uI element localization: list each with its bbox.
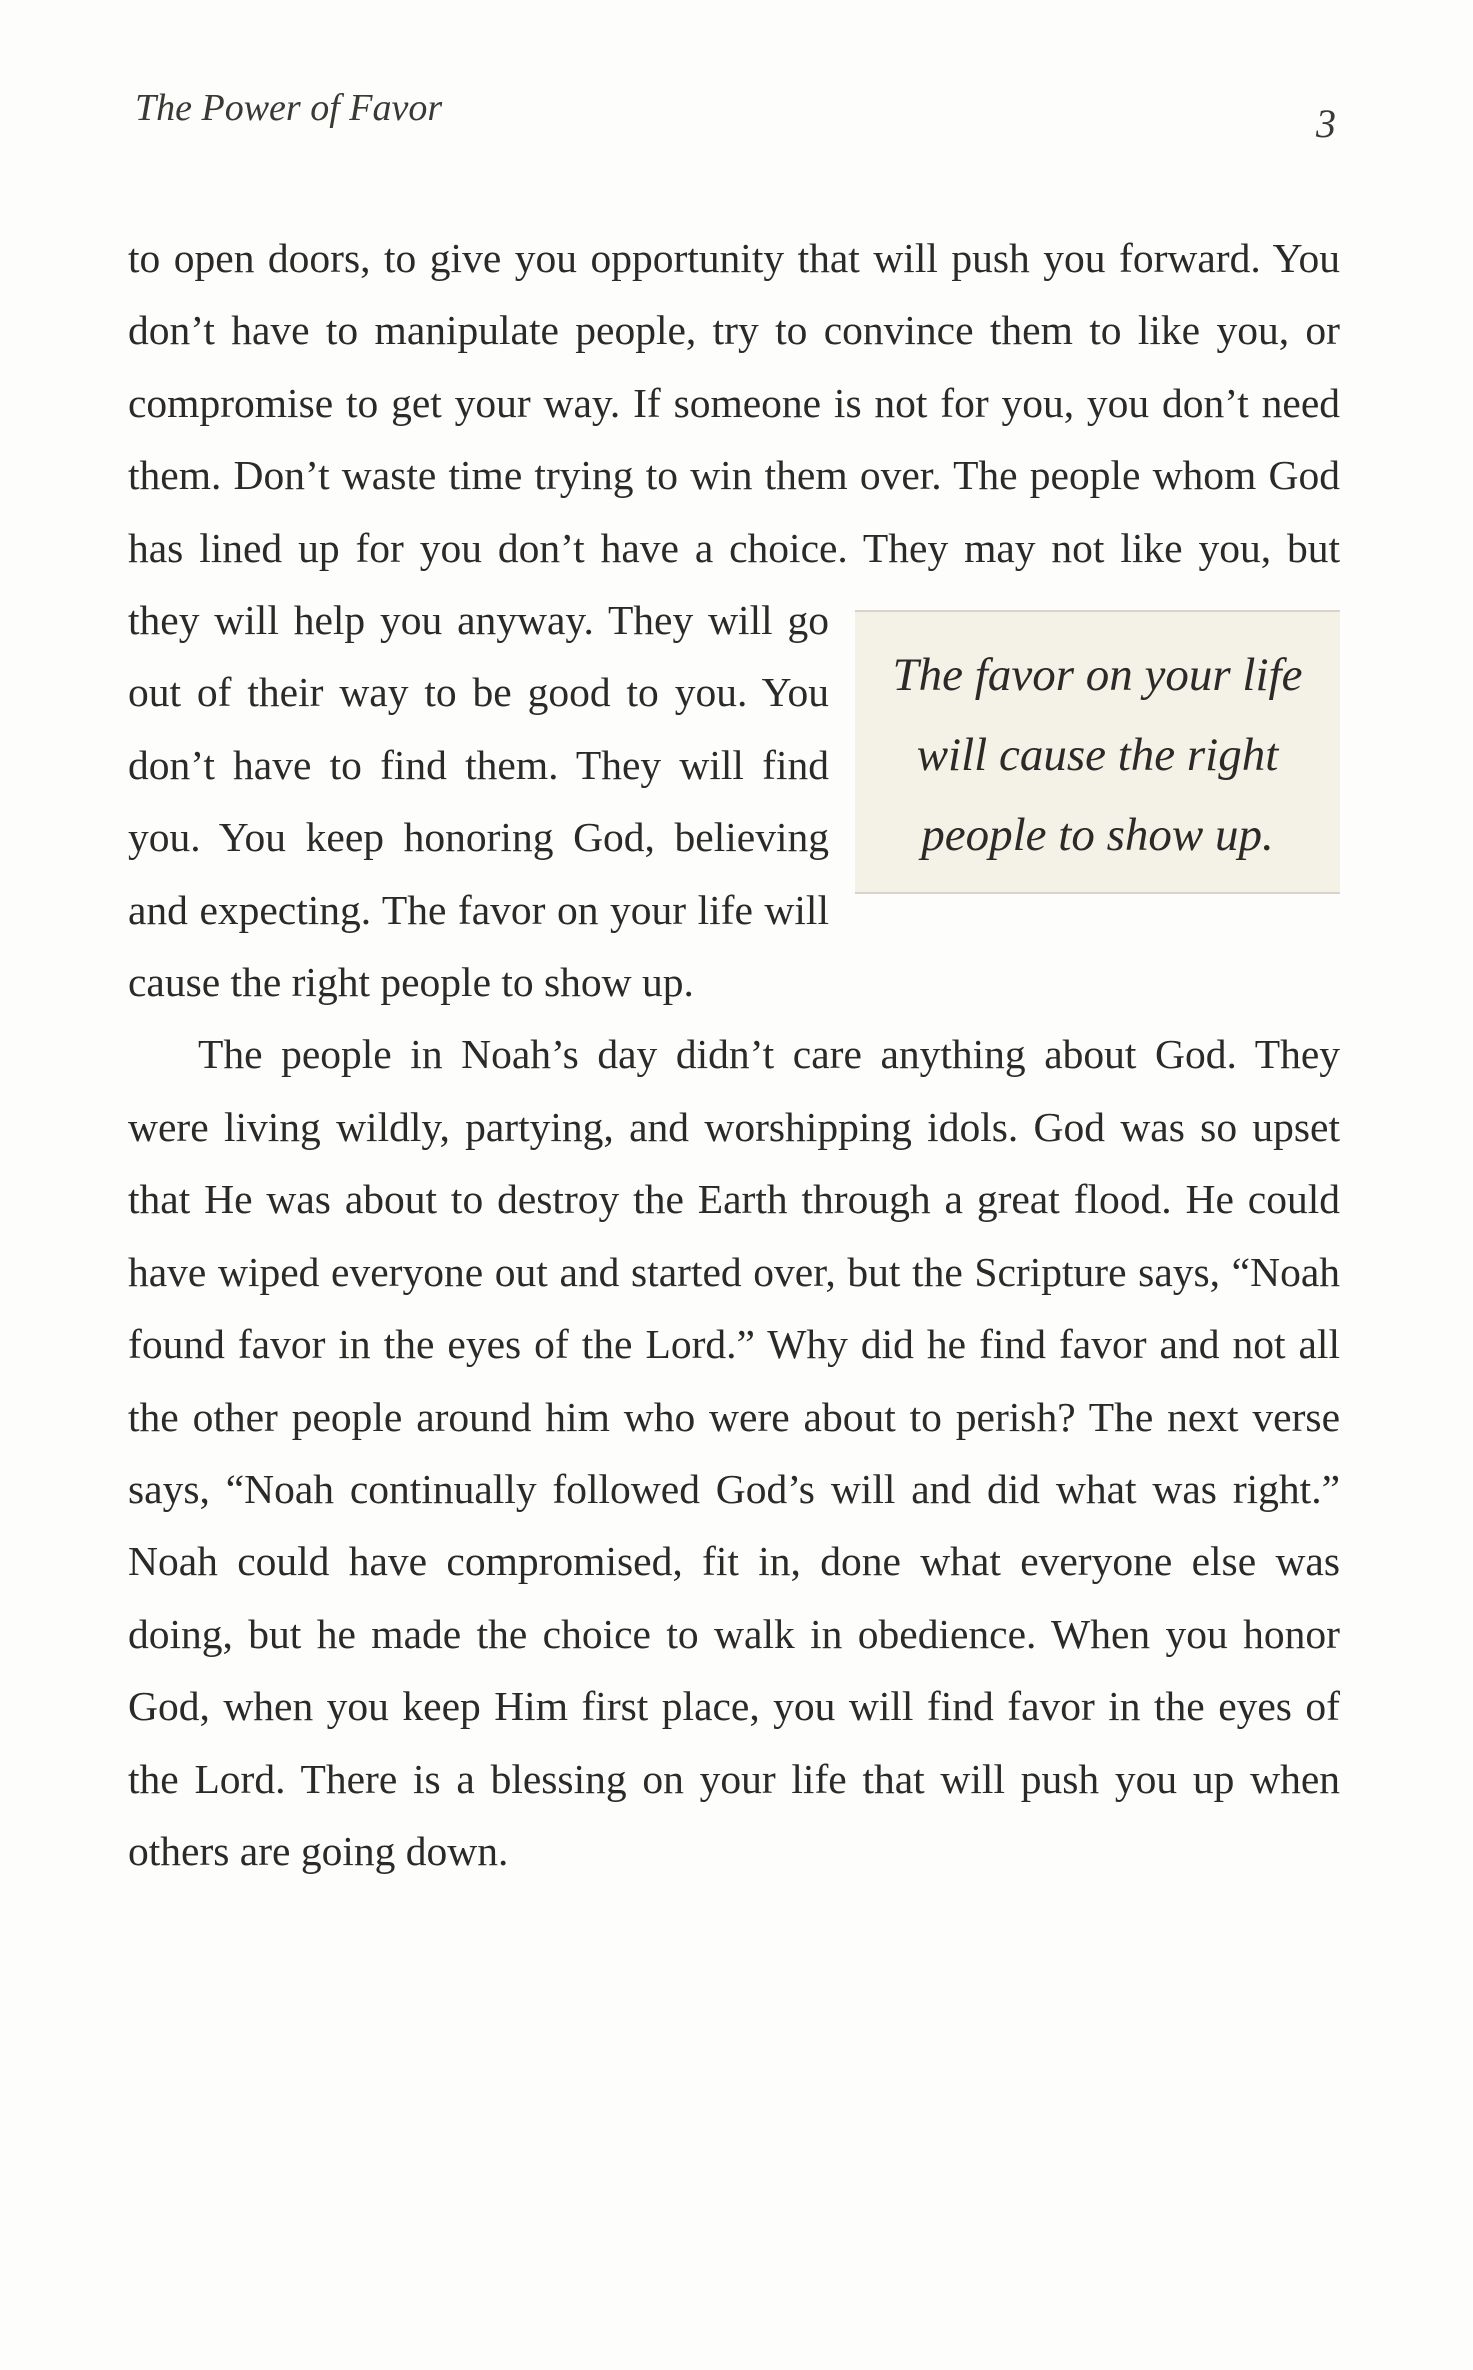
body-text bbox=[128, 222, 1340, 1887]
paragraph-text-part-2: you, but they will help you anyway. They will go out of their way to be good to you. You don’t have to find them. They will find you. You keep honoring God, believing and expecting. The favor on your life will cause the right people to show up. bbox=[128, 524, 1340, 1006]
running-title: The Power of Favor bbox=[135, 87, 443, 129]
page-number: 3 bbox=[1316, 101, 1336, 146]
paragraph: The people in Noah’s day didn’t care anything about God. They were living wildly, partying, and worshipping idols. God was so upset that He was about to destroy the Earth through a great flood. He could have wiped everyone out and started over, but the Scripture says, “Noah found favor in the eyes of the Lord.” Why did he find favor and not all the other people around him who were about to perish? The next verse says, “Noah continually followed God’s will and did what was right.” Noah could have compromised, fit in, done what everyone else was doing, but he made the choice to walk in obedience. When you honor God, when you keep Him first place, you will find favor in the eyes of the Lord. There is a blessing on your life that will push you up when others are going down. bbox=[128, 1031, 1340, 1874]
paragraph bbox=[128, 222, 1340, 1018]
pull-quote-text: The favor on your life will cause the right people to show up. bbox=[892, 649, 1303, 862]
pull-quote bbox=[855, 610, 1340, 894]
paragraph-text-part-1: to open doors, to give you opportunity that will push you forward. You don’t have to manipulate people, try to convince them to like you, or compromise to get your way. If someone is not for you, you don’t need them. Don’t waste time trying to win them over. The people whom God has lined up for you don’t have a choice. They may not like bbox=[128, 235, 1340, 571]
